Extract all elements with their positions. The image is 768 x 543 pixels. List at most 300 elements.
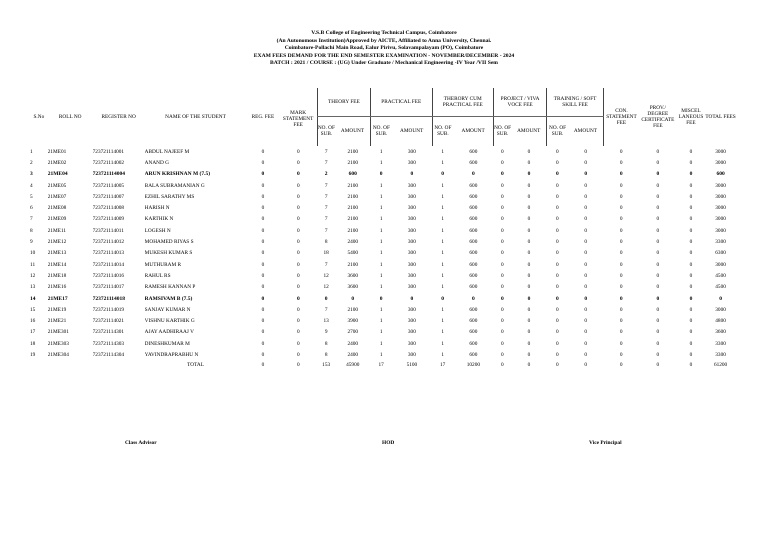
tcp-amount-cell: 0 [472, 295, 475, 302]
practical-amount-cell: 300 [407, 239, 416, 246]
col-tcp-amount: AMOUNT [461, 128, 485, 135]
total-project-amount-cell: 0 [527, 361, 531, 368]
total-prov-degree-fee-cell: 0 [656, 361, 660, 368]
prov-degree-fee-cell: 0 [656, 329, 660, 336]
training-amount-cell: 0 [584, 171, 588, 178]
practical-amount-cell: 300 [407, 148, 416, 155]
training-sub-cell: 0 [556, 239, 559, 246]
practical-amount-cell: 300 [407, 306, 416, 313]
theory-amount-cell: 2100 [347, 261, 359, 268]
prov-degree-fee-cell: 0 [656, 295, 660, 302]
training-sub-cell: 0 [556, 205, 559, 212]
student-name-cell: MUKESH KUMAR S [144, 250, 193, 257]
table-row [30, 282, 736, 293]
total-fees-cell: 4800 [715, 318, 726, 325]
mark-statement-fee-cell: 0 [297, 182, 300, 189]
tcp-sub-cell: 1 [441, 216, 444, 223]
roll-cell: 21ME304 [47, 351, 69, 358]
reg-fee-cell: 0 [261, 227, 265, 234]
practical-amount-cell: 300 [407, 193, 416, 200]
student-name-cell: EZHIL SARATHY MS [144, 193, 195, 200]
col-prov-degree: PROV./ DEGREE CERTIFICATE FEE [641, 105, 675, 129]
total-training-amount-cell: 0 [584, 361, 588, 368]
tcp-sub-cell: 1 [441, 148, 444, 155]
miscellaneous-fee-cell: 0 [689, 351, 693, 358]
col-training-amount: AMOUNT [568, 116, 603, 146]
empty-cell [93, 361, 145, 369]
con-statement-fee-cell: 0 [619, 351, 623, 358]
training-amount-cell: 0 [584, 318, 588, 325]
reg-fee-cell: 0 [261, 171, 265, 178]
mark-statement-fee-cell: 0 [296, 295, 300, 302]
miscellaneous-fee-cell: 0 [689, 193, 693, 200]
student-name-cell: HARISH N [144, 205, 170, 212]
training-amount-cell: 0 [584, 193, 588, 200]
tcp-sub-cell: 1 [441, 193, 444, 200]
sno-cell: 3 [30, 171, 33, 178]
training-sub-cell: 0 [556, 216, 559, 223]
training-sub-cell: 0 [556, 182, 559, 189]
theory-sub-cell: 7 [324, 227, 328, 234]
total-fees-cell: 3000 [715, 148, 726, 155]
theory-amount-cell: 3600 [347, 284, 359, 291]
tcp-sub-cell: 1 [441, 250, 444, 257]
mark-statement-fee-cell: 0 [297, 227, 300, 234]
tcp-amount-cell: 600 [469, 318, 478, 325]
con-statement-fee-cell: 0 [619, 340, 623, 347]
tcp-amount-cell: 600 [469, 193, 478, 200]
tcp-amount-cell: 600 [469, 261, 478, 268]
theory-amount-cell: 5400 [347, 250, 359, 257]
tcp-amount-cell: 0 [472, 171, 475, 178]
register-cell: 723721114012 [92, 239, 125, 246]
roll-cell: 21ME04 [47, 171, 68, 178]
col-theory: THEORY FEE [317, 88, 370, 116]
project-sub-cell: 0 [501, 351, 504, 358]
table-row [30, 191, 736, 202]
total-row [30, 361, 736, 369]
table-row [30, 202, 736, 213]
project-amount-cell: 0 [527, 171, 531, 178]
prov-degree-fee-cell: 0 [656, 250, 660, 257]
miscellaneous-fee-cell: 0 [689, 340, 693, 347]
project-amount-cell: 0 [527, 261, 531, 268]
project-sub-cell: 0 [500, 295, 504, 302]
col-project: PROJECT / VIVA VOCE FEE [493, 88, 546, 116]
total-fees-cell: 3300 [715, 340, 726, 347]
tcp-amount-cell: 600 [469, 216, 478, 223]
college-name: V.S.B College of Engineering Technical Campus, Coimbatore [311, 30, 457, 36]
practical-sub-cell: 1 [379, 239, 383, 246]
practical-sub-cell: 1 [379, 227, 383, 234]
project-amount-cell: 0 [527, 340, 531, 347]
mark-statement-fee-cell: 0 [297, 159, 300, 166]
reg-fee-cell: 0 [261, 239, 265, 246]
con-statement-fee-cell: 0 [619, 159, 623, 166]
mark-statement-fee-cell: 0 [297, 250, 300, 257]
register-cell: 723721114301 [92, 329, 125, 336]
total-fees-cell: 3000 [715, 306, 726, 313]
col-reg-fee: REG. FEE [251, 114, 275, 120]
reg-fee-cell: 0 [261, 216, 265, 223]
table-row [30, 146, 736, 157]
tcp-sub-cell: 1 [441, 284, 444, 291]
project-amount-cell: 0 [527, 351, 531, 358]
project-sub-cell: 0 [501, 318, 504, 325]
practical-sub-cell: 1 [379, 272, 383, 279]
training-sub-cell: 0 [556, 306, 559, 313]
training-sub-cell: 0 [555, 295, 559, 302]
tcp-sub-cell: 1 [441, 205, 444, 212]
vice-principal-signature: Vice Principal [589, 440, 622, 446]
total-con-statement-fee-cell: 0 [619, 361, 623, 368]
practical-amount-cell: 300 [407, 261, 416, 268]
tcp-sub-cell: 0 [441, 295, 445, 302]
project-sub-cell: 0 [501, 148, 504, 155]
total-fees-cell: 6300 [715, 250, 726, 257]
student-name-cell: ANAND G [144, 159, 169, 166]
training-sub-cell: 0 [556, 318, 559, 325]
student-name-cell: BALA SUBRAMANIAN G [144, 182, 205, 189]
reg-fee-cell: 0 [261, 182, 265, 189]
sno-cell: 4 [30, 182, 33, 189]
con-statement-fee-cell: 0 [619, 295, 623, 302]
practical-sub-cell: 1 [379, 351, 383, 358]
prov-degree-fee-cell: 0 [656, 340, 660, 347]
tcp-amount-cell: 600 [469, 250, 478, 257]
project-sub-cell: 0 [501, 239, 504, 246]
total-training-sub-cell: 0 [556, 361, 559, 368]
training-amount-cell: 0 [584, 295, 588, 302]
table-row [30, 293, 736, 304]
total-practical-sub-cell: 17 [378, 361, 384, 368]
practical-amount-cell: 300 [407, 318, 416, 325]
theory-sub-cell: 7 [324, 159, 328, 166]
training-sub-cell: 0 [556, 250, 559, 257]
sno-cell: 1 [30, 148, 33, 155]
training-amount-cell: 0 [584, 272, 588, 279]
theory-amount-cell: 600 [348, 171, 357, 178]
practical-sub-cell: 1 [379, 340, 383, 347]
practical-amount-cell: 300 [407, 227, 416, 234]
register-cell: 723721114014 [92, 261, 125, 268]
roll-cell: 21ME09 [47, 216, 67, 223]
table-header [30, 88, 736, 146]
register-cell: 723721114021 [92, 318, 125, 325]
col-training-sub: NO. OF SUB. [547, 116, 568, 146]
prov-degree-fee-cell: 0 [656, 159, 660, 166]
batch-line: BATCH : 2021 / COURSE : (UG) Under Graduate / Mechanical Engineering -IV Year /VII Sem [270, 60, 498, 67]
theory-sub-cell: 7 [324, 216, 328, 223]
register-cell: 723721114303 [92, 340, 125, 347]
project-amount-cell: 0 [527, 318, 531, 325]
tcp-amount-cell: 600 [469, 284, 478, 291]
training-sub-cell: 0 [556, 193, 559, 200]
prov-degree-fee-cell: 0 [656, 318, 660, 325]
roll-cell: 21ME02 [47, 159, 67, 166]
training-amount-cell: 0 [584, 261, 588, 268]
project-sub-cell: 0 [501, 193, 504, 200]
tcp-sub-cell: 0 [441, 171, 445, 178]
con-statement-fee-cell: 0 [619, 193, 623, 200]
table-row [30, 327, 736, 338]
register-cell: 723721114011 [92, 227, 124, 234]
table-row [30, 349, 736, 360]
register-cell: 723721114004 [92, 171, 126, 178]
address-line: Coimbatore-Pollachi Main Road, Ealur Pirivu, Solavampalayam (PO), Coimbatore [284, 45, 484, 52]
miscellaneous-fee-cell: 0 [689, 306, 693, 313]
total-fees-cell: 3000 [715, 216, 726, 223]
sno-cell: 5 [30, 193, 33, 200]
practical-amount-cell: 300 [407, 272, 416, 279]
miscellaneous-fee-cell: 0 [689, 159, 693, 166]
total-project-sub-cell: 0 [501, 361, 504, 368]
reg-fee-cell: 0 [261, 284, 265, 291]
project-amount-cell: 0 [527, 227, 531, 234]
total-label: TOTAL [187, 361, 204, 368]
table-row [30, 157, 736, 168]
miscellaneous-fee-cell: 0 [689, 216, 693, 223]
tcp-amount-cell: 600 [469, 340, 478, 347]
table-row [30, 270, 736, 281]
miscellaneous-fee-cell: 0 [689, 227, 693, 234]
register-cell: 723721114016 [92, 272, 125, 279]
sno-cell: 15 [30, 306, 36, 313]
reg-fee-cell: 0 [261, 318, 265, 325]
practical-amount-cell: 0 [410, 171, 414, 178]
training-amount-cell: 0 [584, 205, 588, 212]
student-name-cell: ABDUL NAJEEF M [144, 148, 190, 155]
mark-statement-fee-cell: 0 [297, 306, 300, 313]
training-sub-cell: 0 [556, 148, 559, 155]
prov-degree-fee-cell: 0 [656, 306, 660, 313]
practical-sub-cell: 1 [379, 182, 383, 189]
theory-sub-cell: 7 [324, 306, 328, 313]
prov-degree-fee-cell: 0 [656, 272, 660, 279]
roll-cell: 21ME303 [47, 340, 69, 347]
total-fees-cell: 4500 [715, 284, 726, 291]
theory-sub-cell: 7 [324, 182, 328, 189]
training-sub-cell: 0 [556, 340, 559, 347]
con-statement-fee-cell: 0 [619, 227, 623, 234]
tcp-sub-cell: 1 [441, 182, 444, 189]
class-advisor-signature: Class Advisor [125, 440, 157, 446]
roll-cell: 21ME18 [47, 272, 67, 279]
col-practical: PRACTICAL FEE [371, 88, 433, 116]
training-amount-cell: 0 [584, 148, 588, 155]
training-sub-cell: 0 [555, 171, 559, 178]
theory-amount-cell: 2100 [347, 205, 359, 212]
prov-degree-fee-cell: 0 [656, 261, 660, 268]
practical-sub-cell: 1 [379, 193, 383, 200]
prov-degree-fee-cell: 0 [656, 205, 660, 212]
register-cell: 723721114019 [92, 306, 125, 313]
reg-fee-cell: 0 [261, 250, 265, 257]
tcp-amount-cell: 600 [469, 239, 478, 246]
tcp-sub-cell: 1 [441, 272, 444, 279]
total-theory-sub-cell: 153 [322, 361, 331, 368]
theory-amount-cell: 2700 [347, 329, 359, 336]
mark-statement-fee-cell: 0 [297, 239, 300, 246]
table-row [30, 315, 736, 326]
miscellaneous-fee-cell: 0 [689, 205, 693, 212]
sno-cell: 19 [30, 351, 36, 358]
col-theory-sub: NO. OF SUB. [317, 116, 335, 146]
training-sub-cell: 0 [556, 284, 559, 291]
roll-cell: 21ME16 [47, 284, 67, 291]
training-sub-cell: 0 [556, 351, 559, 358]
total-fees-cell: 3600 [715, 329, 726, 336]
col-practical-sub: NO. OF SUB. [371, 116, 392, 146]
roll-cell: 21ME05 [47, 182, 67, 189]
training-amount-cell: 0 [584, 340, 588, 347]
total-practical-amount-cell: 5100 [406, 361, 418, 368]
theory-sub-cell: 8 [324, 239, 328, 246]
table-row [30, 236, 736, 247]
project-sub-cell: 0 [501, 205, 504, 212]
project-sub-cell: 0 [501, 272, 504, 279]
project-amount-cell: 0 [527, 148, 531, 155]
roll-cell: 21ME11 [47, 227, 67, 234]
theory-sub-cell: 2 [324, 171, 328, 178]
total-fees-cell: 4500 [715, 272, 726, 279]
prov-degree-fee-cell: 0 [656, 239, 660, 246]
training-amount-cell: 0 [584, 250, 588, 257]
sno-cell: 14 [30, 295, 36, 302]
exam-title: EXAM FEES DEMAND FOR THE END SEMESTER EXAMINATION - NOVEMBER/DECEMBER - 2024 [253, 52, 515, 59]
con-statement-fee-cell: 0 [619, 250, 623, 257]
table-row [30, 248, 736, 259]
student-name-cell: SANJAY KUMAR N [144, 306, 191, 313]
prov-degree-fee-cell: 0 [656, 284, 660, 291]
affiliation-line: (An Autonomous Institution)Approved by AICTE, Affiliated to Anna University, Chennai. [276, 37, 492, 44]
miscellaneous-fee-cell: 0 [689, 182, 693, 189]
register-cell: 723721114008 [92, 205, 125, 212]
tcp-amount-cell: 600 [469, 159, 478, 166]
tcp-amount-cell: 600 [469, 351, 478, 358]
theory-amount-cell: 2100 [347, 148, 359, 155]
miscellaneous-fee-cell: 0 [689, 261, 693, 268]
roll-cell: 21ME08 [47, 205, 67, 212]
tcp-sub-cell: 1 [441, 159, 444, 166]
total-fees-cell: 3000 [715, 227, 726, 234]
project-amount-cell: 0 [527, 250, 531, 257]
prov-degree-fee-cell: 0 [656, 148, 660, 155]
tcp-sub-cell: 1 [441, 351, 444, 358]
col-tcp-sub: NO. OF SUB. [432, 116, 453, 146]
practical-sub-cell: 1 [379, 205, 383, 212]
con-statement-fee-cell: 0 [619, 261, 623, 268]
practical-amount-cell: 300 [407, 340, 416, 347]
sno-cell: 12 [30, 272, 36, 279]
project-sub-cell: 0 [501, 261, 504, 268]
theory-amount-cell: 0 [351, 295, 355, 302]
tcp-amount-cell: 600 [469, 227, 478, 234]
sno-cell: 2 [30, 159, 33, 166]
project-sub-cell: 0 [501, 227, 504, 234]
student-name-cell: RAMESH KANNAN P [144, 284, 196, 291]
mark-statement-fee-cell: 0 [296, 171, 300, 178]
training-amount-cell: 0 [584, 306, 588, 313]
theory-sub-cell: 8 [324, 340, 328, 347]
practical-amount-cell: 300 [407, 329, 416, 336]
total-fees-cell: 600 [716, 171, 725, 178]
reg-fee-cell: 0 [261, 205, 265, 212]
project-amount-cell: 0 [527, 216, 531, 223]
practical-amount-cell: 300 [407, 216, 416, 223]
con-statement-fee-cell: 0 [619, 306, 623, 313]
project-amount-cell: 0 [527, 306, 531, 313]
theory-sub-cell: 7 [324, 261, 328, 268]
project-sub-cell: 0 [501, 216, 504, 223]
mark-statement-fee-cell: 0 [297, 272, 300, 279]
theory-amount-cell: 2400 [347, 239, 359, 246]
project-amount-cell: 0 [527, 329, 531, 336]
roll-cell: 21ME01 [47, 148, 67, 155]
practical-sub-cell: 1 [379, 250, 383, 257]
con-statement-fee-cell: 0 [619, 272, 623, 279]
project-sub-cell: 0 [501, 340, 504, 347]
tcp-amount-cell: 600 [469, 148, 478, 155]
theory-sub-cell: 9 [324, 329, 328, 336]
project-sub-cell: 0 [501, 182, 504, 189]
project-sub-cell: 0 [501, 250, 504, 257]
miscellaneous-fee-cell: 0 [689, 295, 693, 302]
roll-cell: 21ME301 [47, 329, 69, 336]
mark-statement-fee-cell: 0 [297, 205, 300, 212]
col-total: TOTAL FEES [705, 114, 736, 120]
training-sub-cell: 0 [556, 227, 559, 234]
practical-amount-cell: 300 [407, 284, 416, 291]
prov-degree-fee-cell: 0 [656, 182, 660, 189]
miscellaneous-fee-cell: 0 [689, 272, 693, 279]
register-cell: 723721114304 [92, 351, 125, 358]
roll-cell: 21ME19 [47, 306, 67, 313]
theory-sub-cell: 0 [324, 295, 328, 302]
col-project-amount: AMOUNT [517, 128, 541, 135]
register-cell: 723721114018 [92, 295, 126, 302]
training-amount-cell: 0 [584, 239, 588, 246]
practical-sub-cell: 1 [379, 159, 383, 166]
prov-degree-fee-cell: 0 [656, 171, 660, 178]
tcp-sub-cell: 1 [441, 318, 444, 325]
sno-cell: 13 [30, 284, 36, 291]
practical-amount-cell: 0 [410, 295, 414, 302]
total-tcp-amount-cell: 10200 [466, 361, 480, 368]
fees-table [30, 88, 736, 369]
training-amount-cell: 0 [584, 227, 588, 234]
project-sub-cell: 0 [501, 306, 504, 313]
con-statement-fee-cell: 0 [619, 216, 623, 223]
con-statement-fee-cell: 0 [619, 148, 623, 155]
miscellaneous-fee-cell: 0 [689, 171, 693, 178]
mark-statement-fee-cell: 0 [297, 193, 300, 200]
total-miscellaneous-fee-cell: 0 [689, 361, 693, 368]
student-name-cell: YAVINDRAPRABHU N [144, 351, 199, 358]
hod-signature: HOD [382, 440, 395, 446]
miscellaneous-fee-cell: 0 [689, 329, 693, 336]
theory-sub-cell: 7 [324, 148, 328, 155]
training-amount-cell: 0 [584, 216, 588, 223]
practical-amount-cell: 300 [407, 182, 416, 189]
student-name-cell: DINESHKUMAR M [144, 340, 190, 347]
practical-amount-cell: 300 [407, 250, 416, 257]
col-roll: ROLL NO [58, 114, 82, 120]
reg-fee-cell: 0 [261, 295, 265, 302]
reg-fee-cell: 0 [261, 148, 265, 155]
theory-amount-cell: 3600 [347, 272, 359, 279]
project-amount-cell: 0 [527, 159, 531, 166]
